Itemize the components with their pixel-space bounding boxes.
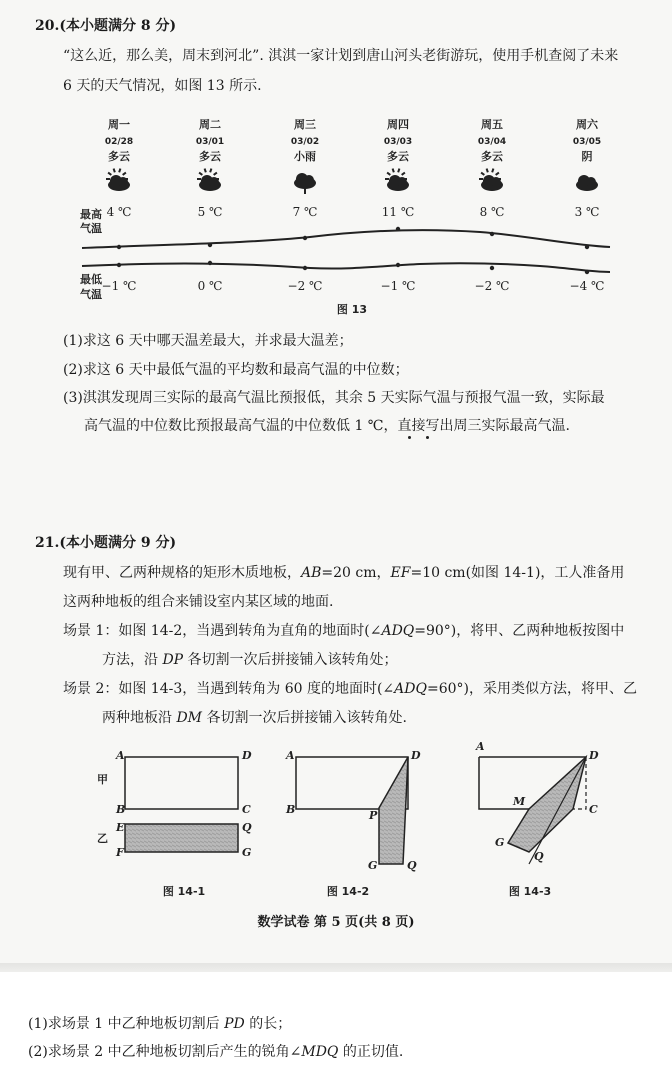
- row-label-high-2: 气温: [80, 222, 102, 235]
- low-temp-label: 0 ℃: [197, 279, 223, 293]
- date-label: 03/05: [572, 137, 602, 147]
- board-jia: [125, 757, 238, 809]
- day-label: 周四: [387, 118, 409, 131]
- high-temp-label: 5 ℃: [197, 205, 223, 219]
- weather-label: 多云: [108, 150, 130, 163]
- day-label: 周六: [576, 118, 598, 131]
- q21-scenario2-cont: 两种地板沿 DM 各切割一次后拼接铺入该转角处.: [102, 710, 407, 726]
- figure-13-caption: 图 13: [336, 303, 368, 316]
- f3-label-C: C: [589, 803, 598, 816]
- caption-14-3: 图 14-3: [508, 885, 552, 898]
- f1-label-D: D: [242, 749, 252, 762]
- high-temp-label: 7 ℃: [292, 205, 318, 219]
- low-temp-label: −4 ℃: [569, 279, 605, 293]
- board-yi-cut: [379, 757, 408, 864]
- page-footer: 数学试卷 第 5 页(共 8 页): [257, 915, 415, 930]
- high-temp-label: 8 ℃: [479, 205, 505, 219]
- high-temp-label: 3 ℃: [574, 205, 600, 219]
- f1-label-A: A: [116, 749, 125, 762]
- day-label: 周一: [108, 118, 130, 131]
- day-label: 周二: [199, 118, 221, 131]
- q21-scenario1-cont: 方法，沿 DP 各切割一次后拼接铺入该转角处；: [102, 652, 398, 668]
- low-temp-label: −1 ℃: [101, 279, 137, 293]
- q20-sub3b: 高气温的中位数比预报最高气温的中位数低 1 ℃，直接写出周三实际最高气温.: [84, 418, 570, 434]
- f2-label-P: P: [369, 809, 378, 822]
- label-jia: 甲: [97, 773, 108, 786]
- f2-label-B: B: [286, 803, 296, 816]
- date-label: 03/03: [383, 137, 413, 147]
- q20-line1: “这么近，那么美，周末到河北”. 淇淇一家计划到唐山河头老街游玩，使用手机查阅了未来: [63, 48, 619, 64]
- q20-header: 20.(本小题满分 8 分): [35, 18, 177, 34]
- f2-label-G: G: [368, 859, 378, 872]
- q21-part1: (1)求场景 1 中乙种地板切割后 PD 的长；: [28, 1016, 292, 1032]
- row-label-high-1: 最高: [80, 208, 102, 221]
- caption-14-1: 图 14-1: [162, 885, 206, 898]
- f3-label-Q: Q: [534, 850, 544, 863]
- high-temp-label: 11 ℃: [381, 205, 415, 219]
- f1-label-G: G: [242, 846, 252, 859]
- f2-label-A: A: [286, 749, 295, 762]
- q20-sub2: (2)求这 6 天中最低气温的平均数和最高气温的中位数；: [63, 362, 409, 378]
- f2-label-D: D: [411, 749, 421, 762]
- f3-label-G: G: [495, 836, 505, 849]
- f1-label-F: F: [116, 846, 124, 859]
- weather-label: 多云: [199, 150, 221, 163]
- weather-label: 阴: [581, 150, 593, 163]
- row-label-low-2: 气温: [80, 288, 102, 301]
- f1-label-C: C: [242, 803, 251, 816]
- q21-line2: 这两种地板的组合来铺设室内某区域的地面.: [63, 594, 334, 610]
- f2-label-Q: Q: [407, 859, 417, 872]
- f3-label-A: A: [476, 740, 485, 753]
- f1-label-E: E: [116, 821, 125, 834]
- f3-label-M: M: [513, 795, 526, 808]
- figure-14-3: [475, 740, 599, 898]
- q21-scenario1: 场景 1：如图 14-2，当遇到转角为直角的地面时(∠ADQ=90°)，将甲、乙两种地板按图中: [63, 623, 625, 639]
- low-temp-label: −2 ℃: [474, 279, 510, 293]
- day-label: 周五: [481, 118, 503, 131]
- low-temp-label: −1 ℃: [380, 279, 416, 293]
- figure-14-2: [285, 749, 421, 898]
- q21-line1: 现有甲、乙两种规格的矩形木质地板，AB=20 cm，EF=10 cm(如图 14-1)，工人准备用: [63, 565, 625, 581]
- high-temp-label: 4 ℃: [106, 205, 132, 219]
- date-label: 03/04: [477, 137, 507, 147]
- board-yi: [125, 824, 238, 852]
- date-label: 03/02: [290, 137, 320, 147]
- row-label-low-1: 最低: [80, 273, 102, 286]
- q21-scenario2: 场景 2：如图 14-3，当遇到转角为 60 度的地面时(∠ADQ=60°)，采用类似方法，将甲、乙: [63, 681, 637, 697]
- q20-sub3a: (3)淇淇发现周三实际的最高气温比预报低，其余 5 天实际气温与预报气温一致，实际最: [63, 390, 605, 406]
- weather-label: 小雨: [294, 150, 316, 163]
- weather-label: 多云: [387, 150, 409, 163]
- weather-label: 多云: [481, 150, 503, 163]
- label-yi: 乙: [97, 832, 108, 845]
- q21-header: 21.(本小题满分 9 分): [35, 535, 177, 551]
- next-page-fragment: [0, 972, 672, 1077]
- day-label: 周三: [294, 118, 316, 131]
- q21-part2: (2)求场景 2 中乙种地板切割后产生的锐角∠MDQ 的正切值.: [28, 1044, 404, 1060]
- caption-14-2: 图 14-2: [326, 885, 370, 898]
- low-temp-label: −2 ℃: [287, 279, 323, 293]
- f1-label-B: B: [116, 803, 126, 816]
- date-label: 03/01: [195, 137, 225, 147]
- f3-label-D: D: [589, 749, 599, 762]
- date-label: 02/28: [104, 137, 134, 147]
- q20-sub1: (1)求这 6 天中哪天温差最大，并求最大温差；: [63, 333, 353, 349]
- q20-line2: 6 天的天气情况，如图 13 所示.: [63, 78, 262, 94]
- figure-14-1: [97, 749, 252, 898]
- f1-label-Q: Q: [242, 821, 252, 834]
